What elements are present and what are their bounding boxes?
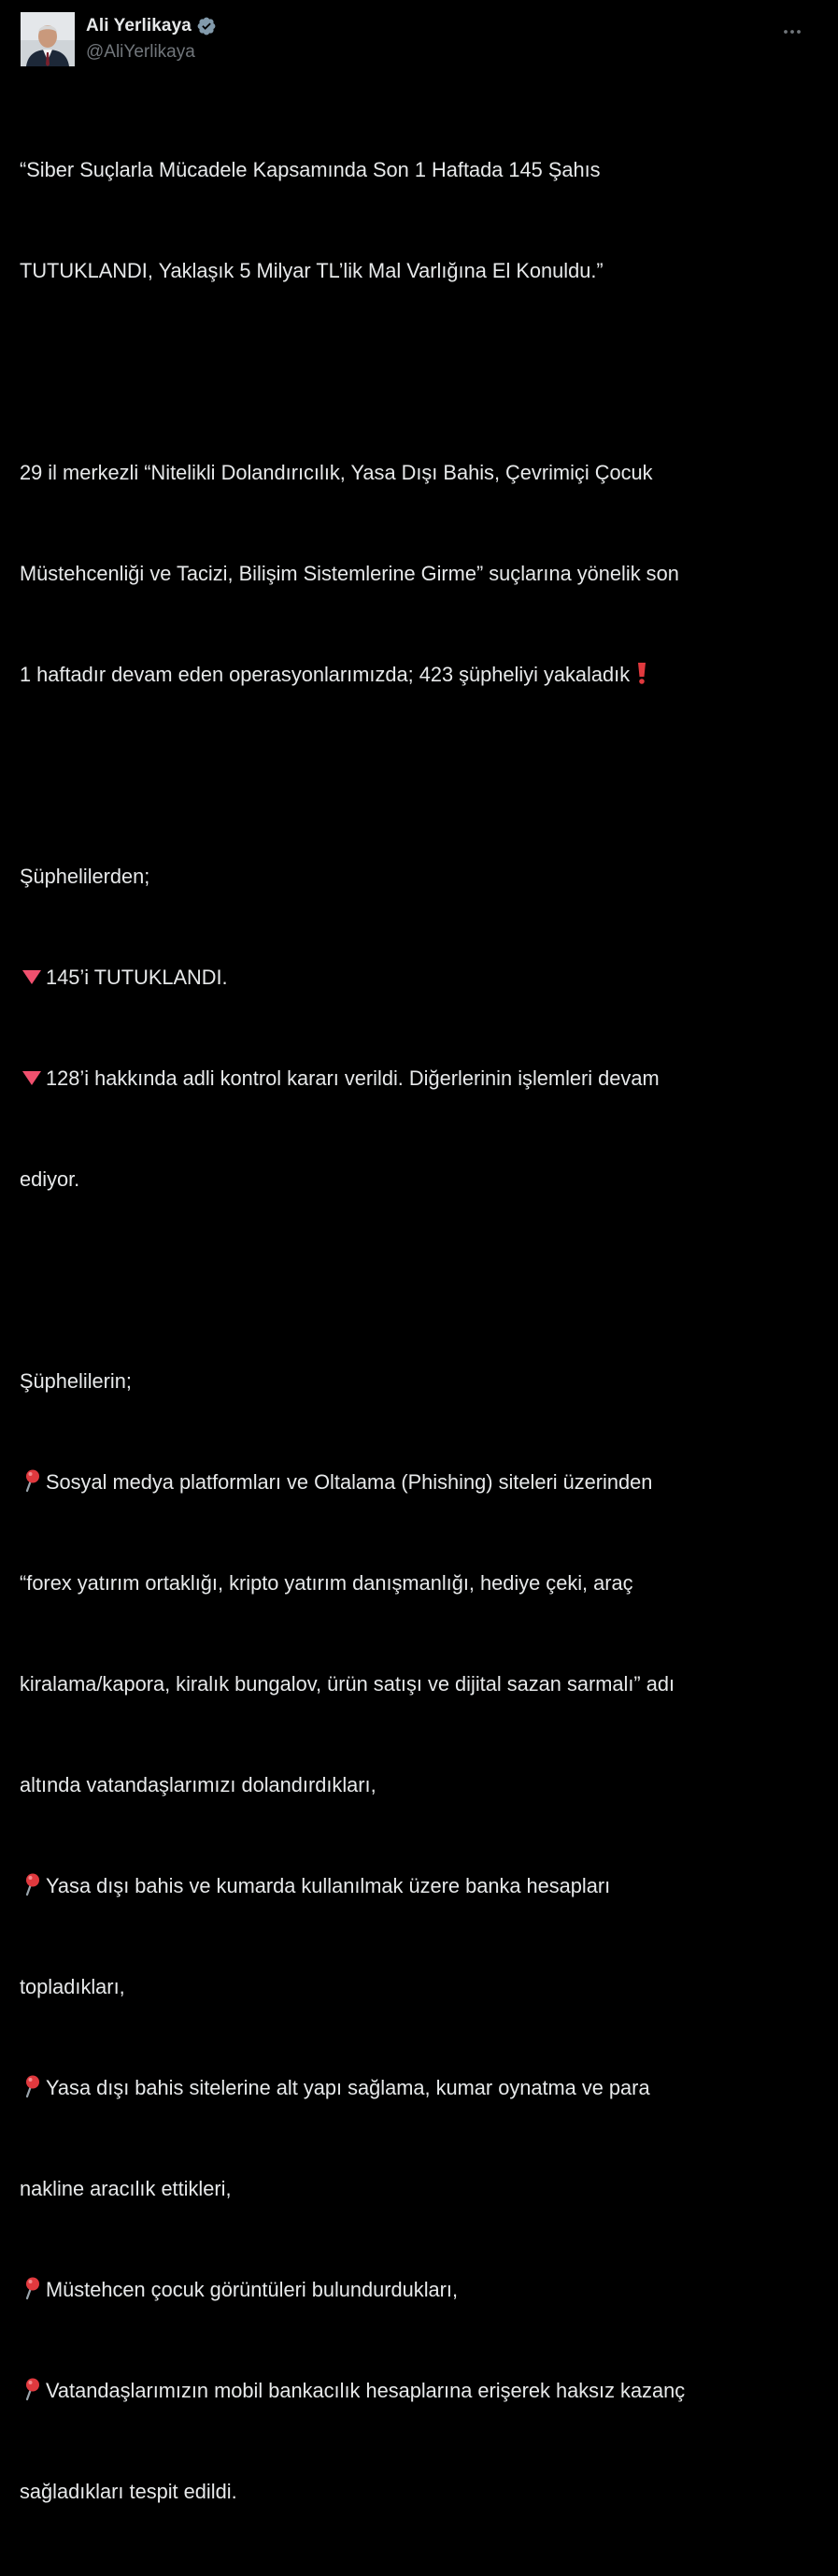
tweet-line: “forex yatırım ortaklığı, kripto yatırım danışmanlığı, hediye çeki, araç [20,1571,633,1595]
tweet-line: sağladıkları tespit edildi. [20,2480,237,2503]
tweet-line [20,1466,823,1499]
tweet-line [20,658,823,692]
tweet-line: 29 il merkezli “Nitelikli Dolandırıcılık, Yasa Dışı Bahis, Çevrimiçi Çocuk [20,461,653,484]
tweet-line-text: Sosyal medya platformları ve Oltalama (Phishing) siteleri üzerinden [46,1470,653,1494]
more-button[interactable] [776,16,808,48]
handle[interactable]: @AliYerlikaya [86,42,195,62]
tweet-line: ediyor. [20,1167,80,1191]
tweet-line-text: Yasa dışı bahis sitelerine alt yapı sağlama, kumar oynatma ve para [46,2076,650,2099]
tweet-line [20,1062,823,1095]
tweet-line: kiralama/kapora, kiralık bungalov, ürün satışı ve dijital sazan sarmalı” adı [20,1672,675,1696]
tweet-line: “Siber Suçlarla Mücadele Kapsamında Son 1 Haftada 145 Şahıs [20,158,601,181]
round-pushpin-icon [20,2377,44,2401]
tweet-text [20,86,823,2576]
tweet-header [21,12,817,72]
tweet-line: Şüphelilerden; [20,865,150,888]
tweet-line: topladıkları, [20,1975,125,1998]
more-horizontal-icon [782,21,802,42]
red-triangle-down-icon [20,1065,44,1089]
red-exclamation-icon [633,661,650,685]
display-name[interactable]: Ali Yerlikaya [86,16,192,36]
red-triangle-down-icon [20,964,44,988]
tweet-line: altında vatandaşlarımızı dolandırdıkları, [20,1773,376,1796]
tweet-line: Müstehcenliği ve Tacizi, Bilişim Sistemlerine Girme” suçlarına yönelik son [20,562,679,585]
tweet-line-text: 128’i hakkında adli kontrol kararı verildi. Diğerlerinin işlemleri devam [46,1066,660,1090]
round-pushpin-icon [20,1468,44,1493]
author-names [86,14,217,63]
tweet-line [20,2273,823,2307]
round-pushpin-icon [20,2074,44,2098]
round-pushpin-icon [20,2276,44,2300]
avatar[interactable] [21,12,75,66]
tweet-line-text: 145’i TUTUKLANDI. [46,966,228,989]
tweet-line: Şüphelilerin; [20,1369,132,1393]
tweet-line: TUTUKLANDI, Yaklaşık 5 Milyar TL’lik Mal Varlığına El Konuldu.” [20,259,604,282]
tweet-line-text: Yasa dışı bahis ve kumarda kullanılmak üzere banka hesapları [46,1874,611,1897]
tweet-line-text: Vatandaşlarımızın mobil bankacılık hesaplarına erişerek haksız kazanç [46,2379,686,2402]
tweet-line [20,1869,823,1903]
tweet-line-text: Müstehcen çocuk görüntüleri bulundurdukları, [46,2278,459,2301]
tweet-line: nakline aracılık ettikleri, [20,2177,232,2200]
tweet-line [20,2071,823,2105]
tweet-line [20,2374,823,2408]
verified-badge-icon [196,16,217,36]
tweet-line [20,961,823,995]
round-pushpin-icon [20,1872,44,1896]
tweet-line-text: 1 haftadır devam eden operasyonlarımızda; 423 şüpheliyi yakaladık [20,663,631,686]
